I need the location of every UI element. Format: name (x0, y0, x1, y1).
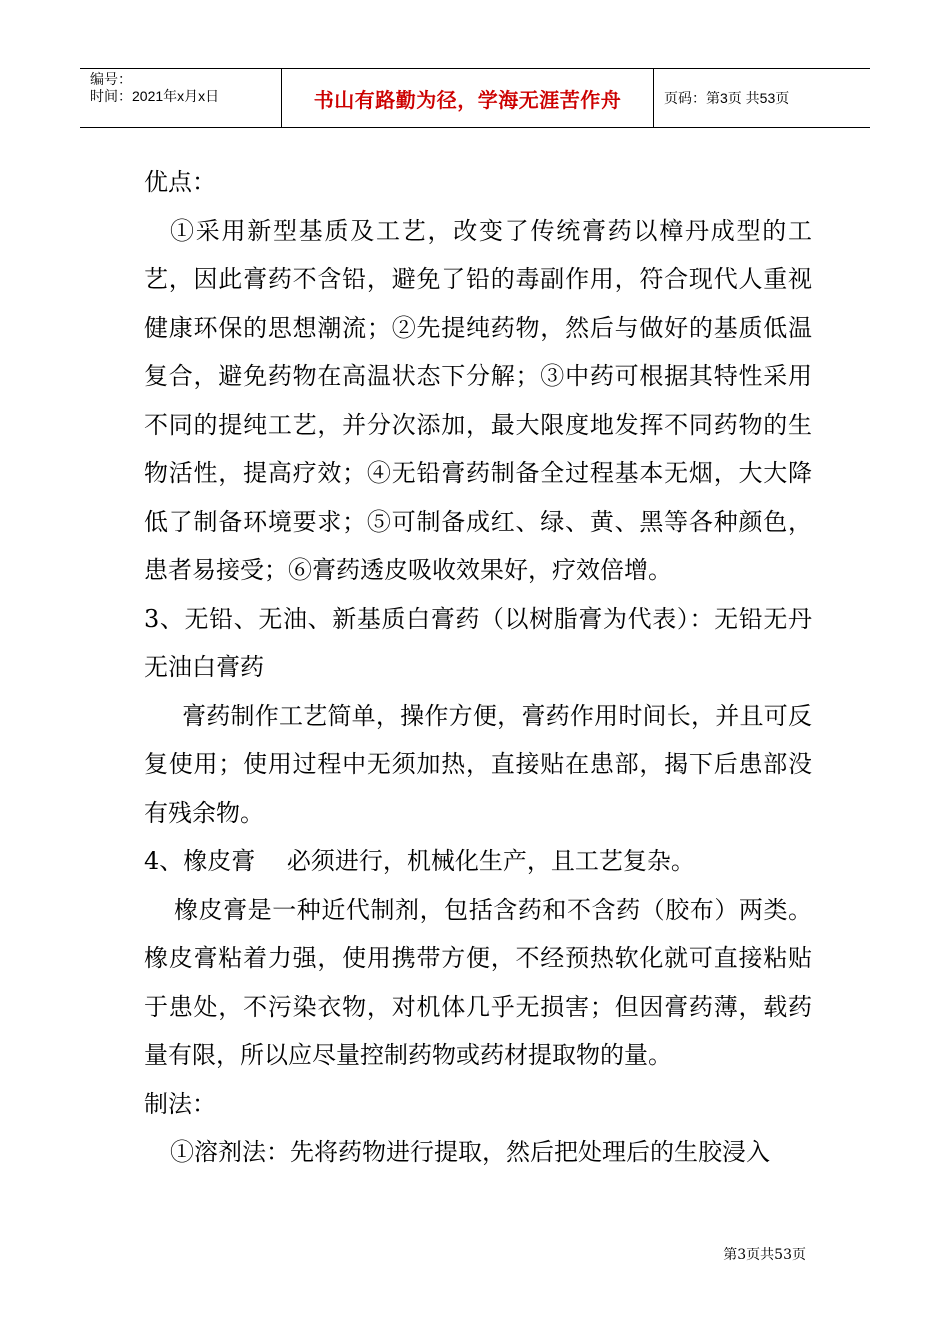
document-body (144, 158, 812, 1177)
section-4-paragraph: 橡皮膏是一种近代制剂，包括含药和不含药（胶布）两类。橡皮膏粘着力强，使用携带方便，不经预热软化就可直接粘贴于患处，不污染衣物，对机体几乎无损害；但因膏药薄，载药量有限，所以应尽量控制药物或药材提取物的量。 (144, 895, 812, 1069)
header-motto: 书山有路勤为径，学海无涯苦作舟 (282, 69, 654, 127)
method-paragraph: ①溶剂法：先将药物进行提取，然后把处理后的生胶浸入 (170, 1138, 770, 1166)
section-3-heading: 3、无铅、无油、新基质白膏药（以树脂膏为代表）：无铅无丹无油白膏药 (144, 604, 812, 681)
header-page-code: 页码：第3页 共53页 (664, 90, 790, 106)
advantages-paragraph: ①采用新型基质及工艺，改变了传统膏药以樟丹成型的工艺，因此膏药不含铅，避免了铅的毒副作用，符合现代人重视健康环保的思想潮流；②先提纯药物，然后与做好的基质低温复合，避免药物在高温状态下分解；③中药可根据其特性采用不同的提纯工艺，并分次添加，最大限度地发挥不同药物的生物活性，提高疗效；④无铅膏药制备全过程基本无烟，大大降低了制备环境要求；⑤可制备成红、绿、黄、黑等各种颜色，患者易接受；⑥膏药透皮吸收效果好，疗效倍增。 (144, 216, 812, 584)
header-meta (80, 69, 282, 127)
section-3-paragraph: 膏药制作工艺简单，操作方便，膏药作用时间长，并且可反复使用；使用过程中无须加热，直接贴在患部，揭下后患部没有残余物。 (144, 701, 812, 827)
method-title: 制法： (144, 1089, 216, 1118)
advantages-title: 优点： (144, 168, 216, 196)
page-footer: 第3页共53页 (723, 1247, 806, 1263)
serial-number-label: 编号： (90, 71, 132, 87)
section-4-heading: 4、橡皮膏 必须进行，机械化生产，且工艺复杂。 (144, 847, 695, 875)
page-header (80, 68, 870, 128)
date-label: 时间：2021年x月x日 (90, 88, 220, 104)
